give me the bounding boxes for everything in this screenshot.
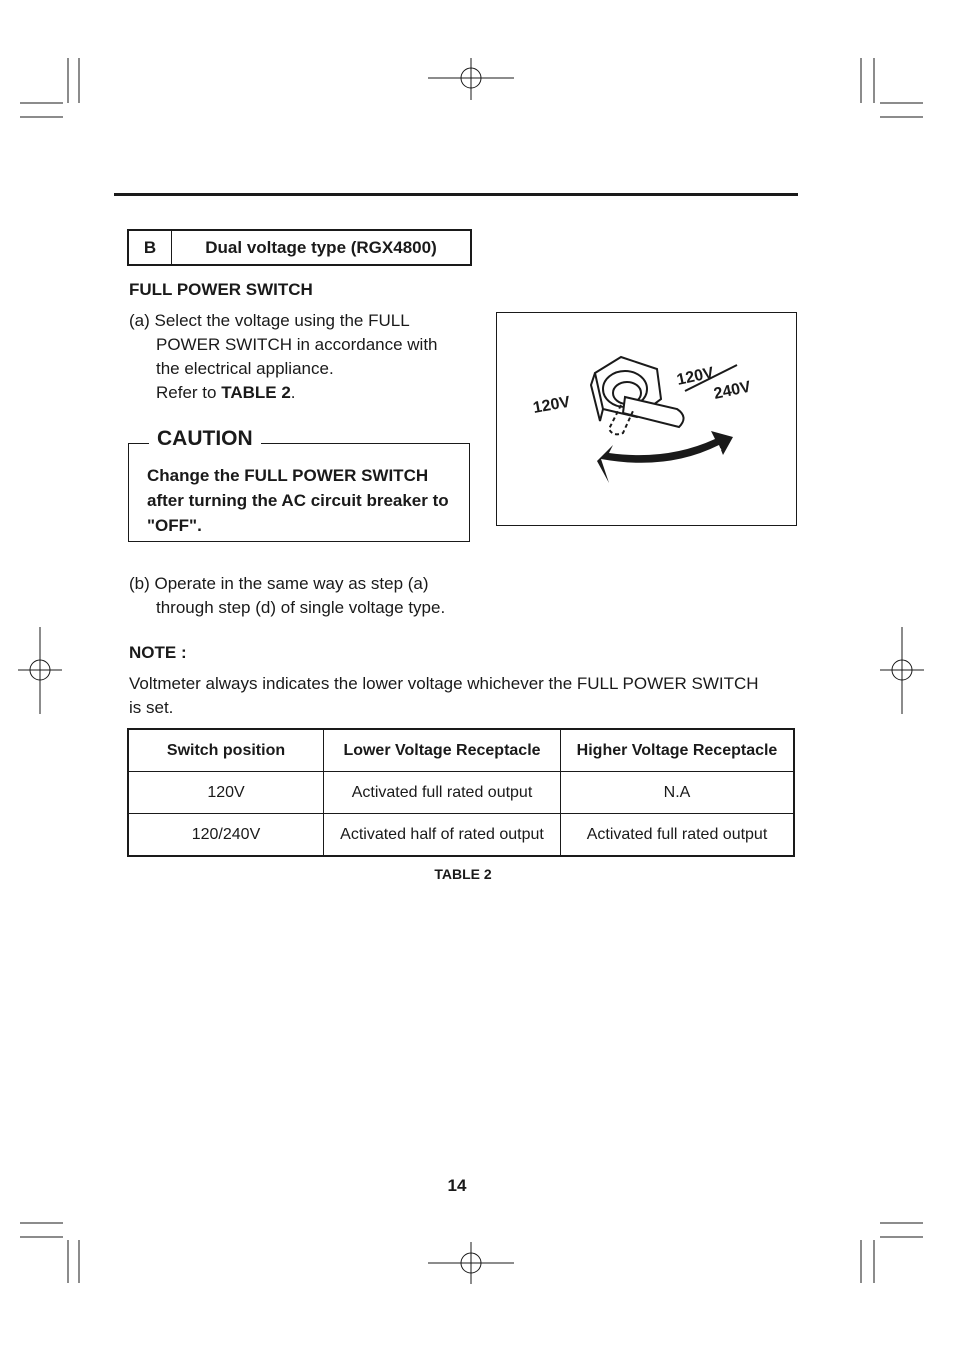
table-cell: 120V	[128, 772, 324, 814]
step-a-marker: (a)	[129, 311, 155, 330]
section-header	[127, 229, 472, 266]
crosshair-left-icon	[18, 627, 62, 714]
step-a-line1: Select the voltage using the FULL	[154, 311, 410, 330]
table-caption: TABLE 2	[434, 866, 492, 882]
table-header-cell: Switch position	[128, 729, 324, 772]
table-row	[128, 814, 794, 857]
rotation-arrow-icon	[597, 431, 733, 483]
table-header-cell: Higher Voltage Receptacle	[561, 729, 795, 772]
header-rule	[114, 193, 798, 196]
table-header-row	[128, 729, 794, 772]
table-cell: 120/240V	[128, 814, 324, 857]
table-cell: N.A	[561, 772, 795, 814]
full-power-switch-heading: FULL POWER SWITCH	[129, 280, 313, 299]
step-b-line1: Operate in the same way as step (a)	[154, 574, 429, 593]
left-voltage-label: 120V	[531, 393, 572, 417]
page-number: 14	[447, 1176, 467, 1195]
crosshair-right-icon	[880, 627, 924, 714]
note-heading: NOTE :	[129, 643, 187, 662]
step-a	[129, 309, 479, 405]
note-text: Voltmeter always indicates the lower voltage whichever the FULL POWER SWITCH is set.	[129, 674, 759, 717]
caution-text: Change the FULL POWER SWITCH after turning the AC circuit breaker to "OFF".	[147, 466, 449, 535]
table-cell: Activated half of rated output	[324, 814, 561, 857]
crosshair-top-icon	[428, 58, 514, 100]
table-row	[128, 772, 794, 814]
refer-prefix: Refer to	[156, 383, 222, 402]
table-reference: TABLE 2	[221, 383, 291, 402]
section-letter: B	[129, 231, 172, 264]
section-title: Dual voltage type (RGX4800)	[205, 237, 437, 257]
step-b-marker: (b)	[129, 574, 155, 593]
step-a-line3: the electrical appliance.	[156, 359, 334, 378]
toggle-switch-illustration	[497, 313, 796, 525]
step-b	[129, 572, 489, 620]
refer-suffix: .	[290, 383, 296, 402]
right-voltage-label-bottom: 240V	[712, 378, 753, 403]
crosshair-bottom-icon	[428, 1242, 514, 1284]
caution-title: CAUTION	[149, 427, 261, 451]
step-b-line2: through step (d) of single voltage type.	[156, 598, 446, 617]
switch-figure	[496, 312, 797, 526]
step-a-line2: POWER SWITCH in accordance with	[156, 335, 438, 354]
voltage-table	[127, 728, 795, 857]
table-cell: Activated full rated output	[324, 772, 561, 814]
table-header-cell: Lower Voltage Receptacle	[324, 729, 561, 772]
right-voltage-label-top: 120V	[675, 364, 716, 389]
table-cell: Activated full rated output	[561, 814, 795, 857]
